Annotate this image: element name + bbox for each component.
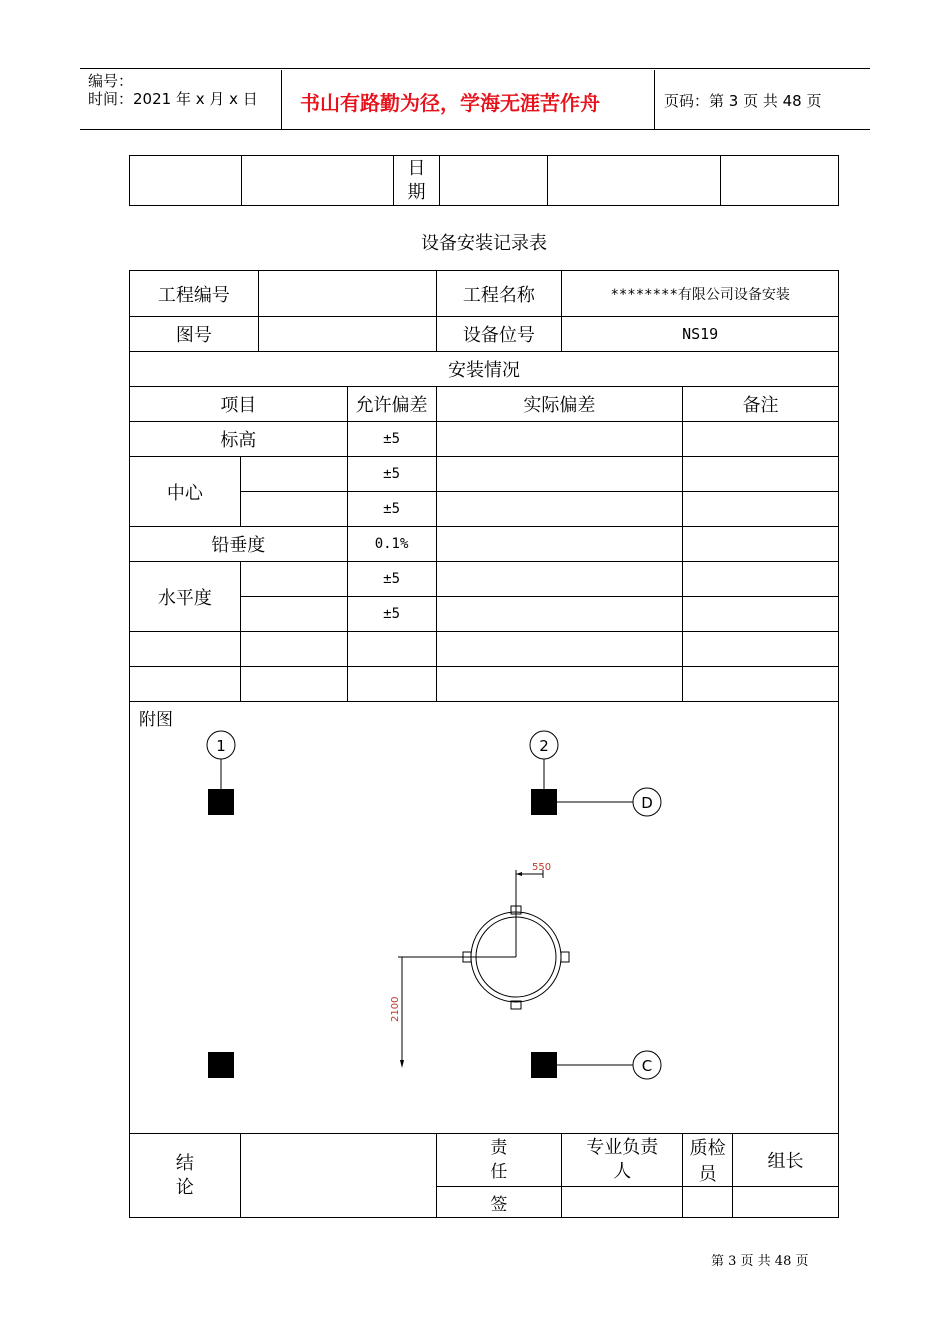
col-actual-header: 实际偏差 [436,387,683,422]
level-sub-field[interactable] [240,562,347,597]
axis-label-1: 1 [216,737,226,755]
specialist-text: 人 [613,1161,632,1182]
row-center-label: 中心 [130,457,241,527]
dim-arrow [400,1060,404,1068]
attach-label: 附图 [139,710,173,730]
inspector-sign-field[interactable] [683,1187,733,1218]
center-sub-field[interactable] [240,492,347,527]
resp-char: 任 [490,1162,508,1182]
center-actual-field[interactable] [436,492,683,527]
anchor-block [531,789,557,815]
vertical-actual-field[interactable] [436,527,683,562]
center-remark-field[interactable] [683,457,839,492]
page-info: 页码：第 3 页 共 48 页 [664,92,822,110]
level-actual-field[interactable] [436,597,683,632]
header-divider [654,70,655,129]
install-record-table [129,270,839,1218]
project-name-label: 工程名称 [436,271,562,317]
blank-cell[interactable] [683,632,839,667]
level-actual-field[interactable] [436,562,683,597]
top-cell[interactable] [548,156,721,206]
date-char: 日 [407,157,426,179]
blank-cell[interactable] [347,667,436,702]
blank-cell[interactable] [240,632,347,667]
equip-pos-label: 设备位号 [436,317,562,352]
vertical-tolerance: 0.1% [347,527,436,562]
top-cell[interactable] [130,156,242,206]
row-vertical-label: 铅垂度 [130,527,348,562]
leader-sign-field[interactable] [733,1187,839,1218]
blank-cell[interactable] [683,667,839,702]
specialist-header [562,1134,683,1187]
header-bottom-rule [80,129,870,130]
section-title: 安装情况 [130,352,839,387]
level-tolerance: ±5 [347,597,436,632]
equip-pos-field[interactable]: NS19 [562,317,839,352]
blank-cell[interactable] [130,632,241,667]
specialist-text: 专业负责 [586,1137,659,1158]
dim-text-horizontal: 550 [532,862,552,873]
center-tolerance: ±5 [347,457,436,492]
center-sub-field[interactable] [240,457,347,492]
blank-cell[interactable] [240,667,347,702]
level-tolerance: ±5 [347,562,436,597]
top-cell[interactable] [242,156,394,206]
center-tolerance: ±5 [347,492,436,527]
anchor-block [531,1052,557,1078]
conclusion-label [130,1134,241,1218]
axis-label-2: 2 [539,737,549,755]
leader-header: 组长 [733,1134,839,1187]
attachment-area [130,702,839,1134]
header-motto: 书山有路勤为径，学海无涯苦作舟 [300,91,600,115]
axis-label-d: D [641,794,653,812]
anchor-block [208,1052,234,1078]
date-label: 时间：2021 年 x 月 x 日 [88,90,258,108]
conclusion-field[interactable] [240,1134,436,1218]
project-name-field[interactable]: ********有限公司设备安装 [562,271,839,317]
resp-char: 责 [490,1138,508,1158]
drawing-no-field[interactable] [258,317,436,352]
center-remark-field[interactable] [683,492,839,527]
header-top-rule [80,68,870,69]
level-sub-field[interactable] [240,597,347,632]
col-allowed-header: 允许偏差 [347,387,436,422]
project-no-label: 工程编号 [130,271,259,317]
col-item-header: 项目 [130,387,348,422]
vertical-remark-field[interactable] [683,527,839,562]
code-label: 编号： [88,72,134,90]
axis-label-c: C [641,1057,653,1075]
blank-cell[interactable] [347,632,436,667]
blank-cell[interactable] [130,667,241,702]
blank-cell[interactable] [436,667,683,702]
level-remark-field[interactable] [683,562,839,597]
col-remark-header: 备注 [683,387,839,422]
drawing-no-label: 图号 [130,317,259,352]
inspector-header: 质检员 [683,1134,733,1187]
conclusion-char: 结 [175,1152,194,1174]
date-char: 期 [407,181,426,203]
specialist-sign-field[interactable] [562,1187,683,1218]
elevation-remark-field[interactable] [683,422,839,457]
elevation-tolerance: ±5 [347,422,436,457]
page-footer: 第 3 页 共 48 页 [711,1254,809,1269]
layout-drawing [130,702,838,1134]
responsibility-label [436,1134,562,1187]
top-cell[interactable] [721,156,839,206]
anchor-block [208,789,234,815]
dim-text-vertical: 2100 [390,996,401,1022]
elevation-actual-field[interactable] [436,422,683,457]
project-no-field[interactable] [258,271,436,317]
sign-label: 签 [436,1187,562,1218]
dim-arrow [516,872,522,876]
blank-cell[interactable] [436,632,683,667]
date-label-cell [394,156,440,206]
page-title: 设备安装记录表 [421,233,547,254]
vessel-lug [561,952,569,962]
conclusion-char: 论 [175,1176,194,1198]
top-cell[interactable] [440,156,548,206]
top-table [129,155,839,206]
center-actual-field[interactable] [436,457,683,492]
level-remark-field[interactable] [683,597,839,632]
row-level-label: 水平度 [130,562,241,632]
row-elevation-label: 标高 [130,422,348,457]
header-divider [281,70,282,129]
